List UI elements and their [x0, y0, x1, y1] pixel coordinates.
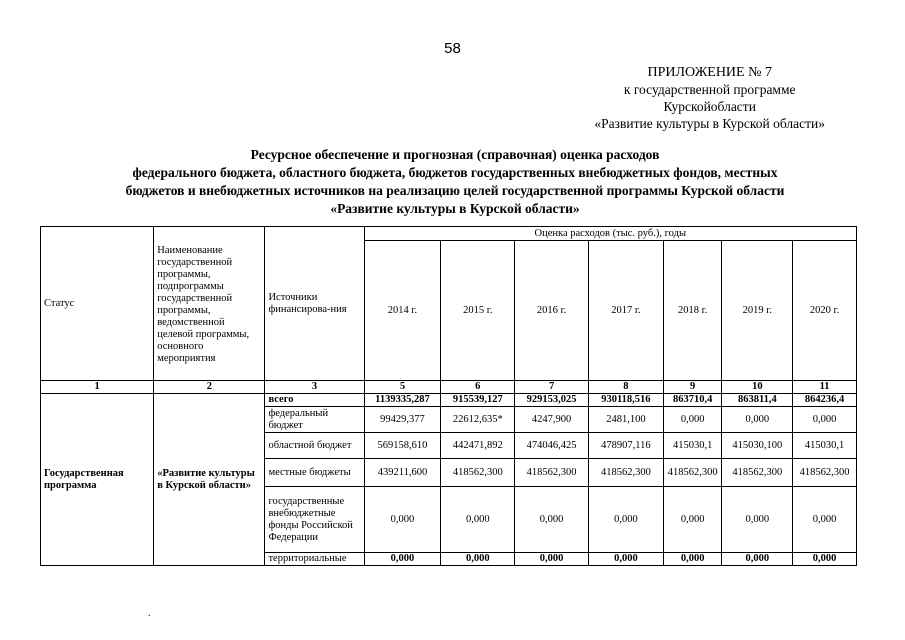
status-cell: Государственная программа [41, 394, 154, 566]
value-cell: 0,000 [793, 487, 857, 553]
header-year: 2014 г. [364, 241, 441, 381]
column-number: 5 [364, 381, 441, 394]
value-cell: 0,000 [663, 487, 722, 553]
column-number: 11 [793, 381, 857, 394]
value-cell: 0,000 [793, 407, 857, 433]
value-cell: 22612,635* [441, 407, 515, 433]
value-cell: 418562,300 [515, 459, 589, 487]
header-year: 2018 г. [663, 241, 722, 381]
source-cell: федеральный бюджет [265, 407, 364, 433]
value-cell: 2481,100 [589, 407, 664, 433]
value-cell: 99429,377 [364, 407, 441, 433]
value-cell: 569158,610 [364, 433, 441, 459]
value-cell: 915539,127 [441, 394, 515, 407]
column-number: 2 [154, 381, 265, 394]
column-number: 7 [515, 381, 589, 394]
value-cell: 0,000 [722, 407, 793, 433]
title-line: «Развитие культуры в Курской области» [330, 201, 580, 216]
column-number: 9 [663, 381, 722, 394]
value-cell: 0,000 [793, 553, 857, 566]
value-cell: 418562,300 [793, 459, 857, 487]
resource-table [40, 226, 857, 566]
value-cell: 439211,600 [364, 459, 441, 487]
header-year: 2017 г. [589, 241, 664, 381]
value-cell: 0,000 [364, 553, 441, 566]
title-line: Ресурсное обеспечение и прогнозная (справочная) оценка расходов [250, 147, 660, 162]
value-cell: 0,000 [722, 487, 793, 553]
appendix-line: к государственной программе [623, 82, 796, 97]
value-cell: 863710,4 [663, 394, 722, 407]
header-year: 2020 г. [793, 241, 857, 381]
header-year: 2019 г. [722, 241, 793, 381]
title-line: федерального бюджета, областного бюджета, бюджетов государственных внебюджетных фондов, местных [132, 165, 778, 180]
title-line: бюджетов и внебюджетных источников на реализацию целей государственной программы Курской области [125, 183, 785, 198]
value-cell: 418562,300 [441, 459, 515, 487]
value-cell: 4247,900 [515, 407, 589, 433]
column-number: 10 [722, 381, 793, 394]
value-cell: 415030,1 [663, 433, 722, 459]
value-cell: 864236,4 [793, 394, 857, 407]
value-cell: 0,000 [663, 407, 722, 433]
value-cell: 415030,100 [722, 433, 793, 459]
value-cell: 0,000 [722, 553, 793, 566]
footer-mark: . [148, 608, 151, 619]
header-year: 2016 г. [515, 241, 589, 381]
value-cell: 0,000 [441, 487, 515, 553]
header-source: Источники финансирова-ния [265, 227, 364, 381]
value-cell: 478907,116 [589, 433, 664, 459]
value-cell: 863811,4 [722, 394, 793, 407]
appendix-title: ПРИЛОЖЕНИЕ № 7 [647, 65, 772, 80]
source-cell: всего [265, 394, 364, 407]
value-cell: 0,000 [364, 487, 441, 553]
value-cell: 418562,300 [722, 459, 793, 487]
column-number: 3 [265, 381, 364, 394]
value-cell: 0,000 [515, 553, 589, 566]
value-cell: 929153,025 [515, 394, 589, 407]
header-estimate: Оценка расходов (тыс. руб.), годы [364, 227, 856, 241]
table-row [41, 394, 857, 407]
value-cell: 442471,892 [441, 433, 515, 459]
value-cell: 418562,300 [663, 459, 722, 487]
document-title [40, 146, 870, 218]
appendix-block [594, 64, 825, 132]
value-cell: 415030,1 [793, 433, 857, 459]
value-cell: 474046,425 [515, 433, 589, 459]
appendix-line: Курскойобласти [663, 99, 756, 114]
source-cell: областной бюджет [265, 433, 364, 459]
program-name-cell: «Развитие культуры в Курской области» [154, 394, 265, 566]
source-cell: местные бюджеты [265, 459, 364, 487]
header-status: Статус [41, 227, 154, 381]
header-year: 2015 г. [441, 241, 515, 381]
source-cell: государственные внебюджетные фонды Российской Федерации [265, 487, 364, 553]
value-cell: 0,000 [441, 553, 515, 566]
value-cell: 418562,300 [589, 459, 664, 487]
column-number: 1 [41, 381, 154, 394]
column-number: 6 [441, 381, 515, 394]
page-number: 58 [444, 40, 461, 57]
appendix-line: «Развитие культуры в Курской области» [594, 116, 825, 131]
value-cell: 0,000 [663, 553, 722, 566]
header-name: Наименование государственной программы, подпрограммы государственной программы, ведомственной целевой программы, основного мероприятия [154, 227, 265, 381]
value-cell: 0,000 [589, 553, 664, 566]
value-cell: 1139335,287 [364, 394, 441, 407]
value-cell: 0,000 [515, 487, 589, 553]
value-cell: 930118,516 [589, 394, 664, 407]
source-cell: территориальные [265, 553, 364, 566]
column-number: 8 [589, 381, 664, 394]
value-cell: 0,000 [589, 487, 664, 553]
